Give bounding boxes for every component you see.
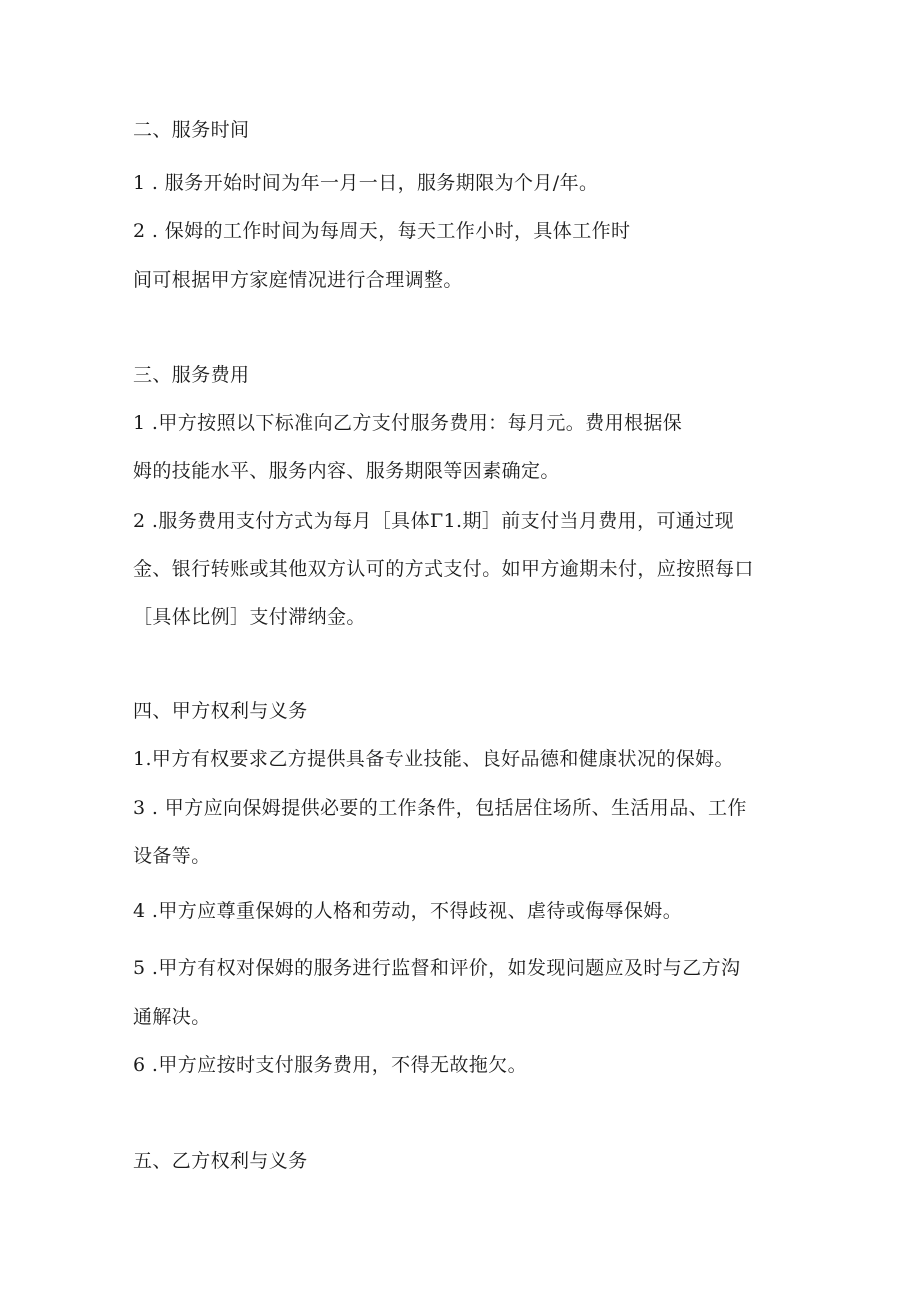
paragraph-line: 2 .服务费用支付方式为每月［具体Γ1.期］前支付当月费用，可通过现: [133, 510, 735, 532]
paragraph-line: 2 . 保姆的工作时间为每周天，每天工作小时，具体工作时: [133, 220, 631, 242]
paragraph-line: 姆的技能水平、服务内容、服务期限等因素确定。: [133, 460, 560, 482]
paragraph-line: 4 .甲方应尊重保姆的人格和劳动，不得歧视、虐待或侮辱保姆。: [133, 900, 683, 922]
paragraph-line: 间可根据甲方家庭情况进行合理调整。: [133, 269, 463, 291]
section-heading-party-a-rights: 四、甲方权利与义务: [133, 700, 308, 722]
paragraph-line: 通解决。: [133, 1006, 211, 1028]
section-heading-service-time: 二、服务时间: [133, 119, 250, 141]
section-heading-party-b-rights: 五、乙方权利与义务: [133, 1150, 308, 1172]
paragraph-line: 1.甲方有权要求乙方提供具备专业技能、良好品德和健康状况的保姆。: [133, 748, 734, 770]
paragraph-line: 1 .甲方按照以下标准向乙方支付服务费用：每月元。费用根据保: [133, 412, 683, 434]
paragraph-line: 5 .甲方有权对保姆的服务进行监督和评价，如发现问题应及时与乙方沟: [133, 957, 741, 979]
paragraph-line: 设备等。: [133, 845, 211, 867]
paragraph-line: 3 . 甲方应向保姆提供必要的工作条件，包括居住场所、生活用品、工作: [133, 797, 747, 819]
paragraph-line: ［具体比例］支付滞纳金。: [133, 606, 366, 628]
paragraph-line: 1 . 服务开始时间为年一月一日，服务期限为个月/年。: [133, 172, 599, 194]
section-heading-service-fee: 三、服务费用: [133, 364, 250, 386]
paragraph-line: 金、银行转账或其他双方认可的方式支付。如甲方逾期未付，应按照每口: [133, 558, 754, 580]
paragraph-line: 6 .甲方应按时支付服务费用，不得无故拖欠。: [133, 1054, 527, 1076]
